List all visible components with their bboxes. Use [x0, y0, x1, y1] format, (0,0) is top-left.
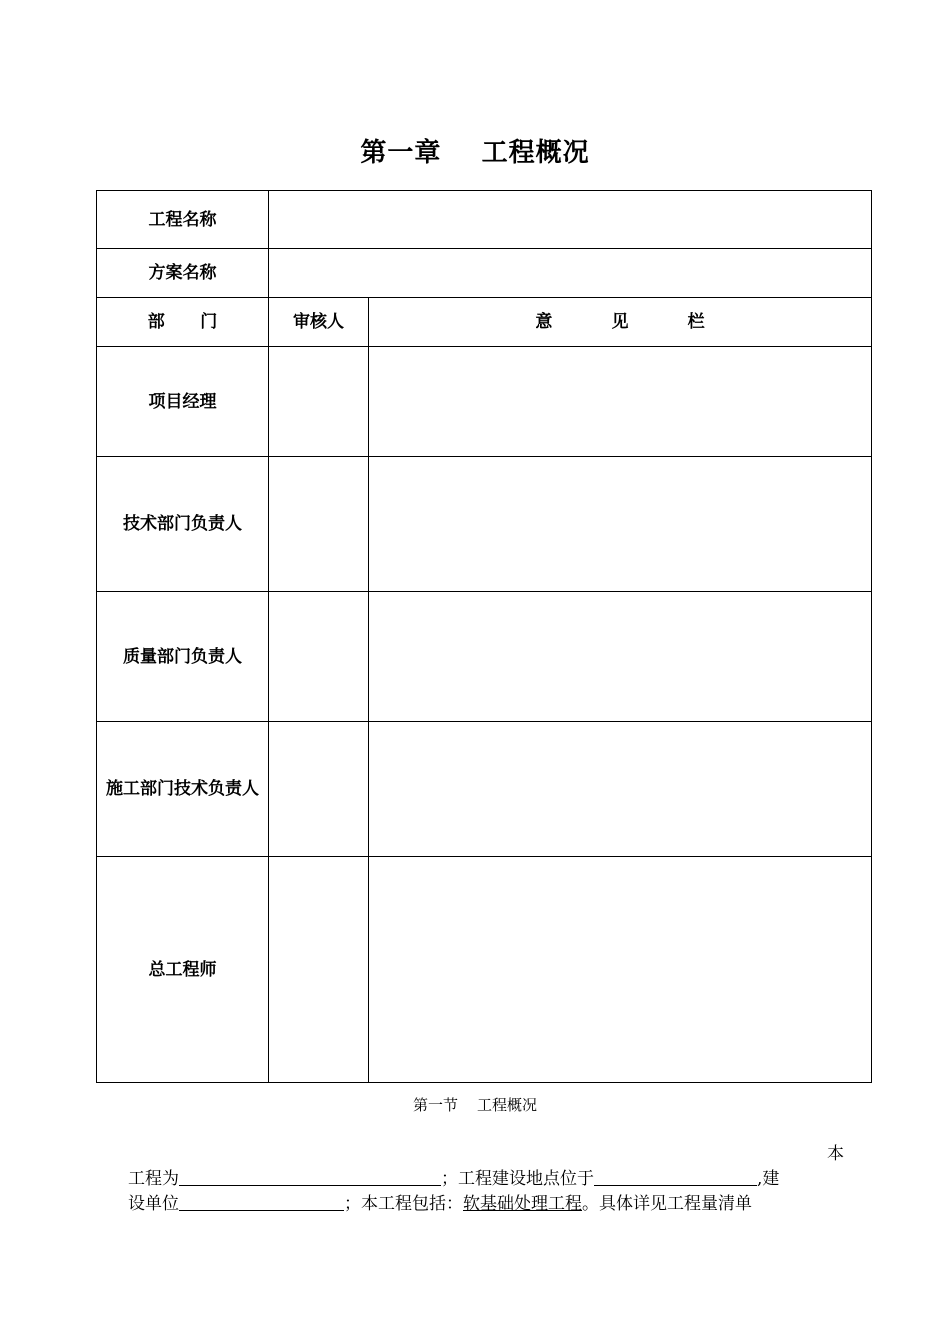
- construction-unit-blank[interactable]: [179, 1192, 344, 1211]
- header-row: [97, 298, 872, 347]
- project-name-row: [97, 191, 872, 249]
- department-label: 质量部门负责人: [97, 592, 269, 722]
- project-name-value[interactable]: [269, 191, 872, 249]
- project-name-blank[interactable]: [179, 1167, 441, 1186]
- project-name-label: 工程名称: [97, 191, 269, 249]
- department-label: 技术部门负责人: [97, 457, 269, 592]
- location-blank[interactable]: [594, 1167, 757, 1186]
- opinion-cell[interactable]: [369, 857, 872, 1083]
- reviewer-cell[interactable]: [269, 857, 369, 1083]
- project-scope-text: 软基础处理工程: [463, 1194, 582, 1214]
- overview-text: ；工程建设地点位于: [441, 1169, 594, 1189]
- review-form-table: [96, 190, 872, 1083]
- reviewer-cell[interactable]: [269, 347, 369, 457]
- scheme-name-value[interactable]: [269, 249, 872, 298]
- opinion-cell[interactable]: [369, 722, 872, 857]
- department-label: 总工程师: [97, 857, 269, 1083]
- table-row: [97, 592, 872, 722]
- table-row: [97, 347, 872, 457]
- header-reviewer: 审核人: [269, 298, 369, 347]
- table-row: [97, 457, 872, 592]
- header-department: 部 门: [97, 298, 269, 347]
- opinion-cell[interactable]: [369, 457, 872, 592]
- overview-text: ；本工程包括：: [344, 1194, 463, 1214]
- department-label: 施工部门技术负责人: [97, 722, 269, 857]
- overview-text: ,建: [757, 1169, 780, 1189]
- overview-line-2: [128, 1166, 840, 1192]
- reviewer-cell[interactable]: [269, 722, 369, 857]
- overview-text: 工程为: [128, 1169, 179, 1189]
- header-opinion: 意 见 栏: [369, 298, 872, 347]
- department-label: 项目经理: [97, 347, 269, 457]
- overview-line-3: [128, 1191, 840, 1217]
- section-title: 第一节 工程概况: [412, 1096, 538, 1114]
- opinion-cell[interactable]: [369, 347, 872, 457]
- chapter-title: 第一章 工程概况: [360, 138, 590, 168]
- reviewer-cell[interactable]: [269, 457, 369, 592]
- opinion-cell[interactable]: [369, 592, 872, 722]
- overview-text: 设单位: [128, 1194, 179, 1214]
- table-row: [97, 722, 872, 857]
- reviewer-cell[interactable]: [269, 592, 369, 722]
- overview-start-text: 本: [827, 1144, 844, 1164]
- overview-line-1: [128, 1141, 844, 1167]
- scheme-name-row: [97, 249, 872, 298]
- table-row: [97, 857, 872, 1083]
- scheme-name-label: 方案名称: [97, 249, 269, 298]
- overview-text: 。具体详见工程量清单: [582, 1194, 752, 1214]
